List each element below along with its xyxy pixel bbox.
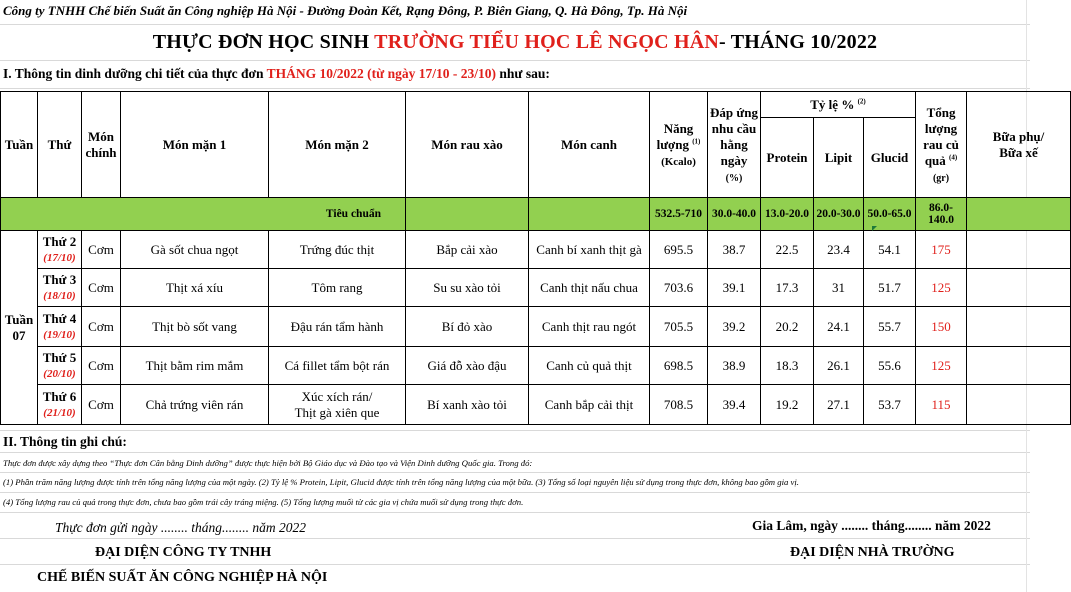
- lipid-cell: 31: [814, 269, 864, 307]
- menu-table: [0, 91, 1071, 425]
- veg-dish-cell: Bắp cải xào: [406, 231, 529, 269]
- lipid-cell: 26.1: [814, 347, 864, 385]
- main-cell: Cơm: [82, 307, 121, 347]
- signature-right-date: Gia Lâm, ngày ........ tháng........ năm 2022: [752, 518, 991, 533]
- day-cell: Thứ 6 (21/10): [38, 385, 82, 425]
- dish1-cell: Thịt bò sốt vang: [121, 307, 269, 347]
- header-veg-dish: Món rau xào: [406, 92, 529, 198]
- gridline: [0, 24, 1030, 25]
- veg-dish-cell: Su su xào tỏi: [406, 269, 529, 307]
- glucid-cell: 54.1: [864, 231, 916, 269]
- main-cell: Cơm: [82, 385, 121, 425]
- standard-label: Tiêu chuẩn: [1, 198, 406, 231]
- standard-lipid: 20.0-30.0: [814, 198, 864, 231]
- glucid-cell: 51.7: [864, 269, 916, 307]
- veg-dish-cell: Giá đỗ xào đậu: [406, 347, 529, 385]
- header-energy: Năng lượng $^{(1)}$ (Kcalo): [650, 92, 708, 198]
- energy-cell: 705.5: [650, 307, 708, 347]
- cell-selection-marker: [872, 226, 877, 231]
- header-soup: Món canh: [529, 92, 650, 198]
- gridline: [0, 538, 1030, 539]
- company-address: Công ty TNHH Chế biến Suất ăn Công nghiệp Hà Nội - Đường Đoàn Kết, Rạng Đông, P. Biên Giang, Q. Hà Đông, Tp. Hà Nội: [3, 3, 688, 18]
- standard-protein: 13.0-20.0: [761, 198, 814, 231]
- header-veg-total: Tổng lượng rau củ quả $^{(4)}$ (gr): [916, 92, 967, 198]
- section1-label: I. Thông tin dinh dưỡng chi tiết của thực đơn: [3, 66, 267, 81]
- table-row: [1, 231, 1071, 269]
- header-ratio: Tỷ lệ % $^{(2)}$: [761, 92, 916, 118]
- dish1-cell: Gà sốt chua ngọt: [121, 231, 269, 269]
- gridline: [0, 492, 1030, 493]
- dish1-cell: Thịt bằm rim mắm: [121, 347, 269, 385]
- veg-total-cell: 150: [916, 307, 967, 347]
- day-cell: Thứ 3 (18/10): [38, 269, 82, 307]
- extra-cell: [967, 231, 1071, 269]
- table-row: [1, 385, 1071, 425]
- extra-cell: [967, 347, 1071, 385]
- meet-cell: 39.2: [708, 307, 761, 347]
- soup-cell: Canh bí xanh thịt gà: [529, 231, 650, 269]
- meet-cell: 38.9: [708, 347, 761, 385]
- section1-heading: [3, 66, 550, 82]
- veg-total-cell: 115: [916, 385, 967, 425]
- meet-cell: 38.7: [708, 231, 761, 269]
- energy-cell: 708.5: [650, 385, 708, 425]
- gridline: [0, 430, 1030, 431]
- day-cell: Thứ 5 (20/10): [38, 347, 82, 385]
- standard-glucid: 50.0-65.0: [864, 198, 916, 231]
- protein-cell: 20.2: [761, 307, 814, 347]
- soup-cell: Canh thịt rau ngót: [529, 307, 650, 347]
- gridline: [0, 512, 1030, 513]
- dish1-cell: Chả trứng viên rán: [121, 385, 269, 425]
- section1-period: THÁNG 10/2022 (từ ngày 17/10 - 23/10): [266, 66, 496, 81]
- header-day: Thứ: [38, 92, 82, 198]
- dish2-cell: Cá fillet tẩm bột rán: [269, 347, 406, 385]
- lipid-cell: 23.4: [814, 231, 864, 269]
- header-extra: Bữa phụ/ Bữa xế: [967, 92, 1071, 198]
- extra-cell: [967, 269, 1071, 307]
- main-cell: Cơm: [82, 231, 121, 269]
- meet-cell: 39.1: [708, 269, 761, 307]
- week-cell: Tuần 07: [1, 231, 38, 425]
- table-row: [1, 269, 1071, 307]
- soup-cell: Canh bắp cải thịt: [529, 385, 650, 425]
- protein-cell: 18.3: [761, 347, 814, 385]
- note-line: (1) Phần trăm năng lượng được tính trên tổng năng lượng của một ngày. (2) Tỷ lệ % Protein, Lipit, Glucid được tính trên tổng năng lượng của một bữa. (3) Tổng số loại nguyên liệu sử dụng trong thực đơn, không bao gồm gia vị.: [3, 477, 799, 487]
- table-row: [1, 307, 1071, 347]
- header-dish1: Món mặn 1: [121, 92, 269, 198]
- dish2-cell: Tôm rang: [269, 269, 406, 307]
- signature-left-date: Thực đơn gửi ngày ........ tháng........ năm 2022: [55, 520, 307, 535]
- protein-cell: 22.5: [761, 231, 814, 269]
- meet-cell: 39.4: [708, 385, 761, 425]
- standard-veg: 86.0-140.0: [916, 198, 967, 231]
- gridline: [0, 88, 1030, 89]
- gridline: [0, 452, 1030, 453]
- title-part1: THỰC ĐƠN HỌC SINH: [152, 31, 375, 53]
- veg-total-cell: 175: [916, 231, 967, 269]
- dish2-cell: Đậu rán tẩm hành: [269, 307, 406, 347]
- standard-energy: 532.5-710: [650, 198, 708, 231]
- veg-total-cell: 125: [916, 269, 967, 307]
- extra-cell: [967, 385, 1071, 425]
- dish2-cell: Trứng đúc thịt: [269, 231, 406, 269]
- signature-left-title: ĐẠI DIỆN CÔNG TY TNHH: [95, 545, 272, 560]
- main-cell: Cơm: [82, 347, 121, 385]
- dish2-cell: Xúc xích rán/ Thịt gà xiên que: [269, 385, 406, 425]
- lipid-cell: 24.1: [814, 307, 864, 347]
- header-dish2: Món mặn 2: [269, 92, 406, 198]
- gridline: [0, 564, 1030, 565]
- day-cell: Thứ 2 (17/10): [38, 231, 82, 269]
- extra-cell: [967, 307, 1071, 347]
- soup-cell: Canh thịt nấu chua: [529, 269, 650, 307]
- standard-row: [1, 198, 1071, 231]
- note-line: (4) Tổng lượng rau củ quả trong thực đơn, chưa bao gồm trái cây tráng miệng. (5) Tổng lượng muối từ các gia vị chứa muối sử dụng trong thực đơn.: [3, 497, 524, 507]
- standard-meet: 30.0-40.0: [708, 198, 761, 231]
- gridline: [0, 60, 1030, 61]
- section2-heading: II. Thông tin ghi chú:: [3, 434, 127, 449]
- page-title: [0, 31, 1030, 54]
- glucid-cell: 55.7: [864, 307, 916, 347]
- day-cell: Thứ 4 (19/10): [38, 307, 82, 347]
- gridline: [0, 472, 1030, 473]
- header-glucid: Glucid: [864, 118, 916, 198]
- signature-right-title: ĐẠI DIỆN NHÀ TRƯỜNG: [790, 545, 955, 560]
- header-week: Tuần: [1, 92, 38, 198]
- dish1-cell: Thịt xá xíu: [121, 269, 269, 307]
- energy-cell: 695.5: [650, 231, 708, 269]
- section1-suffix: như sau:: [495, 66, 550, 81]
- header-meet: Đáp ứng nhu cầu hằng ngày (%): [708, 92, 761, 198]
- header-main: Món chính: [82, 92, 121, 198]
- soup-cell: Canh củ quả thịt: [529, 347, 650, 385]
- veg-dish-cell: Bí xanh xào tỏi: [406, 385, 529, 425]
- protein-cell: 17.3: [761, 269, 814, 307]
- veg-total-cell: 125: [916, 347, 967, 385]
- header-row: [1, 92, 1071, 118]
- main-cell: Cơm: [82, 269, 121, 307]
- title-part2: - THÁNG 10/2022: [719, 31, 878, 53]
- signature-left-company: CHẾ BIẾN SUẤT ĂN CÔNG NGHIỆP HÀ NỘI: [37, 570, 328, 585]
- table-row: [1, 347, 1071, 385]
- energy-cell: 703.6: [650, 269, 708, 307]
- header-protein: Protein: [761, 118, 814, 198]
- glucid-cell: 53.7: [864, 385, 916, 425]
- lipid-cell: 27.1: [814, 385, 864, 425]
- glucid-cell: 55.6: [864, 347, 916, 385]
- note-line: Thực đơn được xây dựng theo “Thực đơn Cân bằng Dinh dưỡng” được thực hiện bởi Bộ Giáo dục và Đào tạo và Viện Dinh dưỡng Quốc gia. Trong đó:: [3, 458, 533, 468]
- title-school: TRƯỜNG TIỂU HỌC LÊ NGỌC HÂN: [374, 31, 720, 53]
- veg-dish-cell: Bí đỏ xào: [406, 307, 529, 347]
- energy-cell: 698.5: [650, 347, 708, 385]
- header-lipid: Lipit: [814, 118, 864, 198]
- protein-cell: 19.2: [761, 385, 814, 425]
